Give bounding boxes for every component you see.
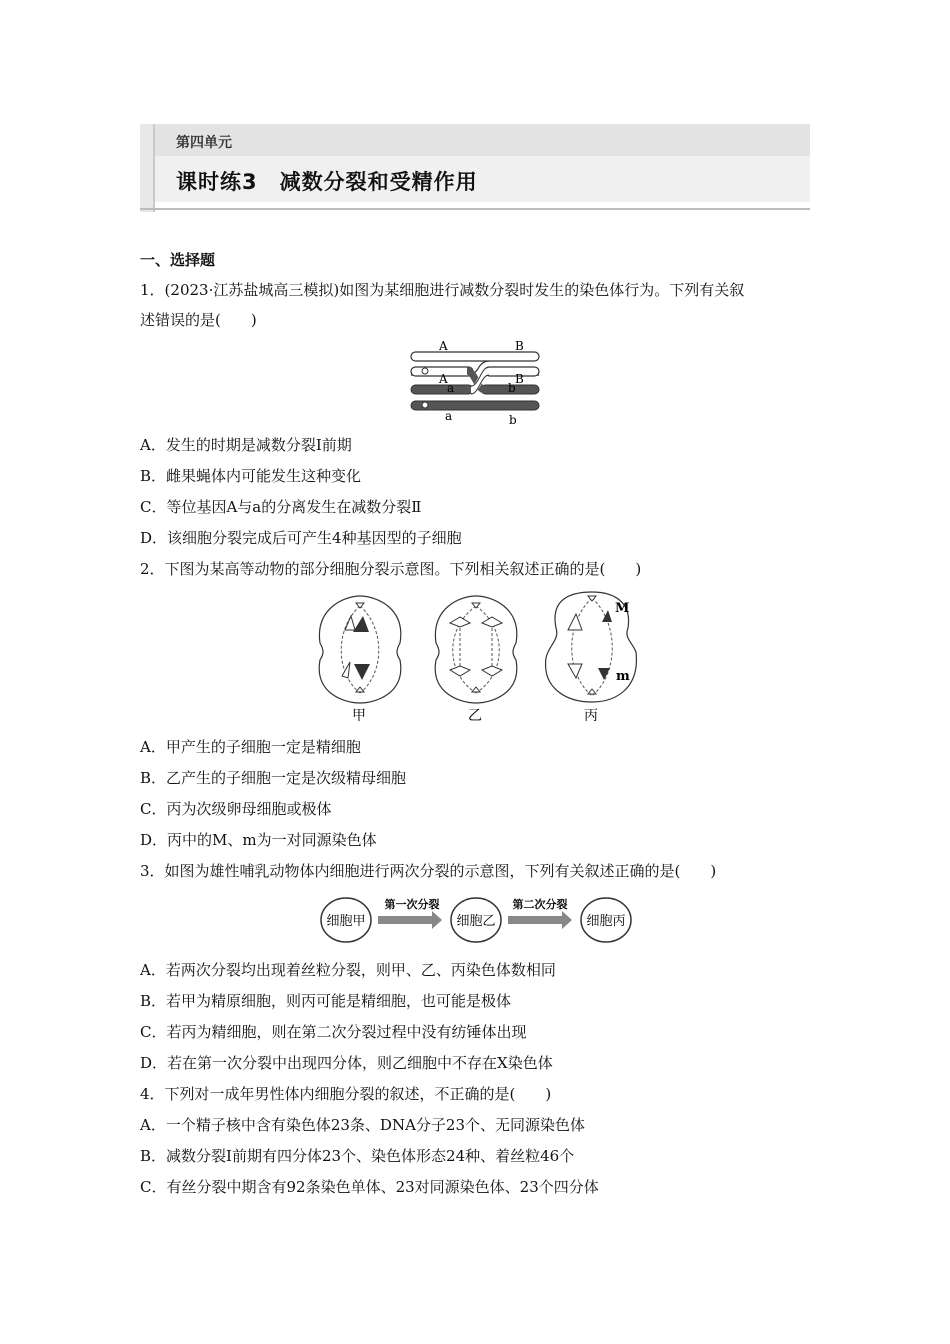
chromosome-label-m: m xyxy=(616,669,630,684)
gene-label-B-mid: B xyxy=(515,372,524,386)
q2-stem: 2．下图为某高等动物的部分细胞分裂示意图。下列相关叙述正确的是( ) xyxy=(140,560,642,578)
header-bar-top xyxy=(140,124,810,156)
cell-yi-label: 细胞乙 xyxy=(456,914,496,929)
header-left-accent xyxy=(140,124,155,212)
header-divider xyxy=(140,208,810,210)
q2-option-d: D．丙中的M、m为一对同源染色体 xyxy=(140,831,377,849)
q3-option-c: C．若丙为精细胞，则在第二次分裂过程中没有纺锤体出现 xyxy=(140,1023,527,1041)
q2-option-c: C．丙为次级卵母细胞或极体 xyxy=(140,800,332,818)
q4-option-a: A．一个精子核中含有染色体23条、DNA分子23个、无同源染色体 xyxy=(140,1116,585,1134)
gene-label-a-mid: a xyxy=(447,381,455,395)
gene-label-B-top: B xyxy=(515,339,524,353)
cell-label-yi: 乙 xyxy=(468,708,482,724)
gene-label-b-bottom: b xyxy=(509,413,517,427)
cell-label-bing: 丙 xyxy=(584,708,598,724)
q3-stem: 3．如图为雄性哺乳动物体内细胞进行两次分裂的示意图，下列有关叙述正确的是( ) xyxy=(140,862,717,880)
first-division-label: 第一次分裂 xyxy=(384,898,440,911)
q3-option-d: D．若在第一次分裂中出现四分体，则乙细胞中不存在X染色体 xyxy=(140,1054,553,1072)
q2-cell-division-figure xyxy=(310,588,650,728)
chromosome-label-M: M xyxy=(615,601,630,616)
q3-division-flow-figure xyxy=(318,892,636,948)
q1-crossover-figure xyxy=(405,338,550,428)
q1-option-b: B．雌果蝇体内可能发生这种变化 xyxy=(140,467,362,485)
cell-bing-label: 细胞丙 xyxy=(586,914,626,929)
q1-option-d: D．该细胞分裂完成后可产生4种基因型的子细胞 xyxy=(140,529,462,547)
q3-option-a: A．若两次分裂均出现着丝粒分裂，则甲、乙、丙染色体数相同 xyxy=(140,961,556,979)
gene-label-a-bottom: a xyxy=(445,409,453,423)
section-heading: 一、选择题 xyxy=(140,251,216,269)
lesson-header xyxy=(140,124,810,214)
page-title xyxy=(176,166,478,196)
q1-stem-line1: 1．(2023·江苏盐城高三模拟)如图为某细胞进行减数分裂时发生的染色体行为。下列有关叙 xyxy=(140,281,745,299)
q1-option-c: C．等位基因A与a的分离发生在减数分裂Ⅱ xyxy=(140,498,422,516)
q1-option-a: A．发生的时期是减数分裂Ⅰ前期 xyxy=(140,436,352,454)
q1-stem-line2: 述错误的是( ) xyxy=(140,311,257,329)
q2-option-a: A．甲产生的子细胞一定是精细胞 xyxy=(140,738,361,756)
q4-stem: 4．下列对一成年男性体内细胞分裂的叙述，不正确的是( ) xyxy=(140,1085,552,1103)
cell-jia-label: 细胞甲 xyxy=(326,914,366,929)
q4-option-c: C．有丝分裂中期含有92条染色单体、23对同源染色体、23个四分体 xyxy=(140,1178,599,1196)
gene-label-b-mid: b xyxy=(508,381,516,395)
cell-label-jia: 甲 xyxy=(352,708,366,724)
lesson-topic: 减数分裂和受精作用 xyxy=(279,170,478,194)
second-division-label: 第二次分裂 xyxy=(512,898,568,911)
lesson-number: 课时练3 xyxy=(176,170,258,194)
q3-option-b: B．若甲为精原细胞，则丙可能是精细胞，也可能是极体 xyxy=(140,992,512,1010)
unit-label: 第四单元 xyxy=(176,135,232,151)
gene-label-A-top: A xyxy=(439,339,448,353)
gene-label-A-mid: A xyxy=(439,372,448,386)
q2-option-b: B．乙产生的子细胞一定是次级精母细胞 xyxy=(140,769,407,787)
q4-option-b: B．减数分裂Ⅰ前期有四分体23个、染色体形态24种、着丝粒46个 xyxy=(140,1147,575,1165)
